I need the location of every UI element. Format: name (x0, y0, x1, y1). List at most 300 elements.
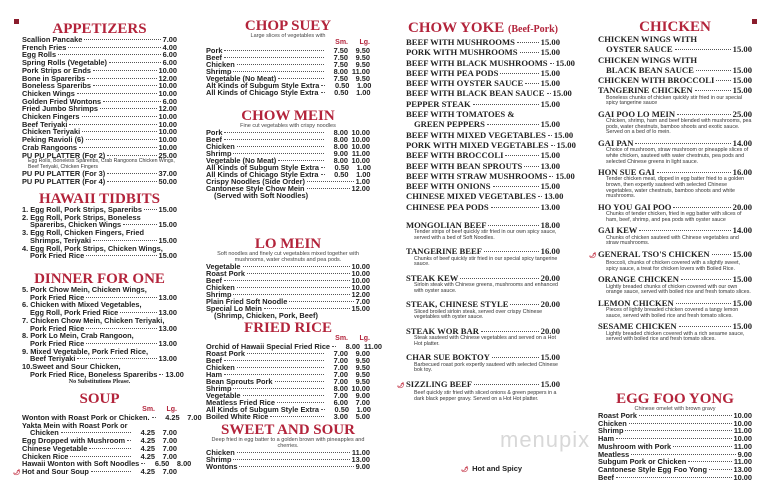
section-title-text: SWEET AND SOUR (221, 422, 355, 438)
item-name: 10.Sweet and Sour Chicken, (22, 362, 121, 372)
menu-item[interactable] (22, 178, 177, 186)
dot-leader (233, 153, 324, 154)
price: 4.00 (162, 42, 177, 52)
item-line (22, 369, 184, 379)
price-small: 7.50 (333, 74, 348, 83)
dot-leader (517, 42, 539, 43)
menu-item[interactable] (22, 422, 177, 437)
menu-item[interactable] (598, 85, 752, 106)
menu-item[interactable] (22, 348, 177, 363)
price-large: 9.50 (355, 74, 370, 83)
dot-leader (332, 346, 336, 347)
menu-column-1 (13, 0, 202, 497)
menu-item[interactable] (206, 463, 370, 470)
price: 12.00 (158, 73, 177, 83)
menu-section-hawaii-tidbits (22, 192, 177, 260)
menu-item[interactable] (406, 78, 560, 88)
price: 37.00 (158, 169, 177, 179)
item-name: Boneless Spareribs (22, 81, 92, 91)
menu-item[interactable] (598, 474, 752, 482)
dot-leader (525, 83, 538, 84)
item-name: CHICKEN WINGS WITH (598, 54, 698, 65)
dot-leader (159, 374, 163, 375)
menu-item[interactable] (598, 202, 752, 223)
dot-leader (676, 303, 731, 304)
chili-pepper-icon: 🌶 (397, 382, 405, 389)
price-large: 11.00 (351, 149, 370, 158)
section-title-text: DINNER FOR ONE (34, 271, 165, 287)
price-small: 8.00 (345, 342, 361, 351)
item-name: Beef (206, 276, 223, 285)
item-name: BEEF WITH BROCCOLI (406, 150, 504, 161)
price-small: 8.00 (333, 67, 348, 76)
dot-leader (89, 448, 131, 449)
menu-item[interactable] (406, 273, 560, 294)
menu-item[interactable] (406, 88, 572, 99)
item-name: Pork Fried Rice (30, 251, 85, 261)
price: 9.00 (737, 449, 752, 459)
menu-item[interactable] (406, 170, 575, 181)
price-small: 6.50 (154, 459, 170, 469)
item-name: Shrimp (206, 384, 232, 393)
menu-item[interactable] (406, 299, 560, 320)
dot-leader (87, 78, 156, 79)
section-title (206, 110, 370, 123)
dot-leader (107, 181, 156, 182)
price: 13.00 (158, 354, 177, 364)
item-description: Tender chicken meat, dipped in egg batter fried to a golden brown, then expertly sauteed with selected Chinese vegetables, water chestnuts, bamboo shoots and white mushrooms. (606, 176, 745, 200)
price: 15.00 (158, 220, 177, 230)
item-description: Chunks of beef quickly stir fried in our special spicy tangerine sauce. (414, 255, 558, 268)
menu-item[interactable] (406, 109, 560, 130)
price: 15.00 (351, 304, 370, 313)
price-large: 8.00 (176, 459, 192, 469)
item-name: Ham (598, 434, 615, 444)
price: 13.00 (158, 323, 177, 333)
price-large: 10.00 (351, 128, 370, 137)
item-description: Lightly breaded chicken covered with a rich sesame sauce, served with boiled rice and fresh tomato slices. (606, 330, 745, 343)
menu-item[interactable] (598, 427, 752, 435)
menu-item[interactable] (598, 138, 752, 165)
item-name: GAI POO LO MEIN (598, 108, 676, 119)
dot-leader (481, 331, 539, 332)
menu-item[interactable] (406, 161, 560, 171)
menu-section-appetizers (22, 22, 177, 186)
section-title (406, 21, 560, 37)
dot-leader (524, 166, 538, 167)
menu-item[interactable] (598, 298, 752, 319)
menu-item[interactable] (406, 57, 575, 68)
price: 13.00 (544, 191, 564, 202)
section-title (22, 192, 177, 206)
price: 10.00 (158, 112, 177, 122)
price: 10.00 (733, 411, 752, 420)
item-name: Subgum Pork or Chicken (598, 457, 687, 467)
item-name: Beef Teriyaki (30, 354, 76, 364)
menu-item[interactable] (22, 332, 177, 347)
price-large: 1.00 (356, 170, 371, 179)
menu-section-sweet-and-sour (206, 424, 370, 470)
price: 15.00 (540, 150, 560, 161)
dot-leader (538, 196, 542, 197)
section-subtitle: Large slices of vegetables with (250, 33, 326, 39)
item-name: Bone in Spareribs (22, 73, 86, 83)
item-name: SIZZLING BEEF (406, 378, 473, 389)
item-name: Crab Rangoons (22, 142, 78, 152)
dot-leader (681, 279, 731, 280)
item-name: HO YOU GAI POO (598, 201, 672, 212)
price: 15.00 (553, 129, 574, 140)
item-row (13, 466, 177, 478)
item-name: Chicken (206, 60, 235, 69)
dot-leader (695, 90, 731, 91)
corner-marker-left (14, 19, 19, 24)
dot-leader (321, 92, 325, 93)
dot-leader (548, 135, 552, 136)
price: 20.00 (540, 325, 560, 336)
item-name: GREEN PEPPERS (414, 119, 485, 130)
item-name: Chicken (30, 428, 59, 438)
dot-leader (93, 85, 156, 86)
menu-item[interactable] (406, 37, 560, 47)
menu-item[interactable] (406, 202, 560, 212)
price: 15.00 (540, 352, 560, 363)
item-row (598, 274, 752, 284)
item-note: Egg Rolls, Boneless Spareribs, Crab Rangoons Chicken Wings, Beef Teriyaki, Chicken Fingers (28, 158, 175, 170)
price: 50.00 (158, 177, 177, 187)
price: 6.00 (162, 50, 177, 60)
dot-leader (616, 438, 731, 439)
dot-leader (237, 287, 350, 288)
dot-leader (233, 388, 324, 389)
price-large: 10.00 (351, 135, 370, 144)
item-name: Beef (206, 135, 223, 144)
price-small: 7.50 (333, 46, 348, 55)
price: 15.00 (540, 378, 560, 389)
dot-leader (237, 452, 350, 453)
price-small: 6.00 (333, 398, 348, 407)
menu-item[interactable] (598, 34, 752, 55)
item-name: Ham (206, 370, 223, 379)
item-name: Pork Fried Rice (30, 323, 85, 333)
price-large: 9.50 (355, 60, 370, 69)
price-small: 8.00 (333, 128, 348, 137)
section-title (598, 20, 752, 34)
price: 18.00 (540, 220, 560, 230)
item-name: BEEF WITH PEA PODS (406, 67, 499, 78)
item-name: BEEF WITH BLACK MUSHROOMS (406, 57, 548, 68)
price: 10.00 (158, 127, 177, 137)
section-subtitle: Soft noodles and finely cut vegetables mixed together with mushrooms, water chestnuts and pea pods. (217, 251, 359, 263)
header-small: Sm. (142, 406, 155, 413)
item-name: PORK WITH MIXED VEGETABLES (406, 139, 549, 150)
menu-item[interactable] (22, 362, 184, 379)
item-name: Shrimp (598, 426, 624, 436)
item-line (598, 65, 752, 75)
price: 13.00 (165, 369, 184, 379)
item-name: Egg Rolls (22, 50, 57, 60)
price: 25.00 (732, 108, 752, 119)
dot-leader (550, 63, 554, 64)
item-description: Steak sauteed with Chinese vegetables and served on a Hot Hot platter. (414, 335, 556, 347)
price: 15.00 (540, 47, 560, 58)
price: 15.00 (540, 181, 560, 192)
dot-leader (505, 155, 538, 156)
item-name: Vegetable (No Meat) (206, 156, 277, 165)
price-small: 0.50 (334, 405, 349, 414)
dot-leader (107, 173, 156, 174)
section-title (206, 238, 370, 251)
price-small: 7.00 (333, 363, 348, 372)
section-title-text: HAWAII TIDBITS (38, 191, 161, 207)
item-name: Shrimp (206, 290, 232, 299)
item-name: Fried Jumbo Shrimps (22, 104, 98, 114)
item-name: Wontons (206, 462, 238, 471)
item-name: CHINESE PEA PODS (406, 201, 489, 212)
section-title (206, 20, 370, 33)
item-row (406, 150, 560, 160)
price: 10.00 (158, 135, 177, 145)
price-small: 7.00 (333, 377, 348, 386)
price: 15.00 (540, 98, 560, 109)
item-name: All Kinds of Chicago Style Extra (206, 170, 319, 179)
dot-leader (278, 160, 324, 161)
price: 15.00 (732, 75, 752, 86)
menu-item[interactable] (397, 378, 560, 402)
item-name: Bean Sprouts Pork (206, 377, 273, 386)
price: 7.00 (355, 297, 370, 306)
dot-leader (120, 312, 156, 313)
menu-section-fried-rice (206, 320, 383, 421)
price-large: 9.50 (355, 53, 370, 62)
price-small: 4.25 (140, 466, 155, 476)
price: 13.00 (158, 308, 177, 318)
dot-leader (289, 301, 353, 302)
header-small: Sm. (335, 39, 348, 46)
item-row (406, 139, 576, 150)
menu-item[interactable] (406, 129, 574, 140)
item-name: HON SUE GAI (598, 167, 655, 178)
dot-leader (224, 57, 324, 58)
item-name: Pork (206, 128, 223, 137)
price: 15.00 (540, 67, 560, 78)
section-title-text: APPETIZERS (52, 21, 147, 37)
item-name: CHICKEN WITH BROCCOLI (598, 75, 715, 86)
section-title (22, 272, 177, 286)
item-name: GAI PAN (598, 138, 634, 149)
item-name: French Fries (22, 42, 67, 52)
dot-leader (237, 146, 324, 147)
menu-item[interactable] (406, 191, 564, 202)
menu-item[interactable] (598, 167, 752, 200)
menu-item[interactable] (206, 89, 370, 96)
item-name: 9. Mixed Vegetable, Pork Fried Rice, (22, 346, 149, 356)
menu-item[interactable] (22, 286, 177, 301)
section-title-text: LO MEIN (254, 236, 322, 252)
item-name: Beef (206, 356, 223, 365)
price: 14.00 (732, 225, 752, 236)
price-large: 9.00 (355, 349, 370, 358)
dot-leader (679, 326, 731, 327)
section-title-text: CHOW YOKE (408, 20, 505, 36)
price: 15.00 (556, 139, 576, 150)
item-name: Roast Pork (206, 349, 246, 358)
price: 13.00 (351, 455, 370, 464)
menu-item[interactable] (598, 321, 752, 342)
dot-leader (86, 328, 156, 329)
dot-leader (673, 446, 732, 447)
menu-item[interactable] (406, 352, 560, 373)
price-small: 0.50 (334, 88, 349, 97)
menu-column-2 (206, 0, 383, 497)
menu-item[interactable] (406, 150, 560, 160)
price-large: 9.50 (355, 46, 370, 55)
item-name: Spareribs, Chicken Wings (30, 220, 122, 230)
price: 20.00 (540, 299, 560, 310)
section-title-text: SOUP (79, 391, 120, 407)
menu-item[interactable] (206, 305, 370, 319)
item-row (206, 270, 370, 277)
menu-item[interactable] (206, 413, 370, 420)
item-description: Sirloin steak with Chinese greens, mushrooms and enhanced with oyster sauce. (414, 282, 558, 294)
menu-section-chow-yoke (406, 20, 576, 212)
menu-item[interactable] (406, 326, 560, 347)
menu-item[interactable] (598, 75, 752, 85)
section-title-suffix: (Beef-Pork) (508, 24, 558, 35)
dot-leader (616, 477, 731, 478)
menu-item[interactable] (598, 109, 752, 136)
menu-item[interactable] (22, 214, 177, 229)
item-row (406, 47, 560, 57)
item-name: 2. Egg Roll, Pork Strips, Boneless (22, 212, 141, 222)
price: 11.00 (733, 426, 752, 436)
item-name: 1. Egg Roll, Pork Strips, Spareribs (22, 205, 142, 214)
item-row (206, 413, 370, 420)
item-name: All Kinds of Subgum Style Extra (206, 163, 319, 172)
dot-leader (61, 432, 131, 433)
watermark: menupix (500, 427, 591, 452)
price-small: 8.00 (333, 384, 348, 393)
dot-leader (86, 139, 157, 140)
menu-item[interactable] (598, 225, 752, 246)
price: 7.00 (162, 35, 177, 44)
dot-leader (657, 172, 731, 173)
menu-item[interactable] (13, 466, 177, 478)
price: 10.00 (158, 119, 177, 129)
item-row (598, 321, 752, 331)
menu-item[interactable] (589, 248, 752, 272)
menu-item[interactable] (406, 68, 560, 78)
menu-item[interactable] (598, 55, 752, 76)
item-name: Meatless Fried Rice (206, 398, 276, 407)
item-description: Choice of mushroom, straw mushroom or pineapple slices of white chicken, sauteed with water chestnuts, pea pods and selected Chinese greens in light sauce. (606, 147, 749, 165)
dot-leader (677, 114, 731, 115)
price-small: 7.00 (333, 391, 348, 400)
dot-leader (491, 207, 539, 208)
item-name: Chicken Fingers (22, 112, 80, 122)
menu-item[interactable] (598, 274, 752, 295)
price: 12.00 (351, 290, 370, 299)
menu-section-chicken (589, 19, 752, 345)
dot-leader (551, 145, 555, 146)
item-name: BEEF WITH BLACK BEAN SAUCE (406, 88, 545, 99)
menu-item[interactable] (406, 181, 560, 191)
dot-leader (639, 415, 731, 416)
item-name: BLACK BEAN SAUCE (606, 64, 694, 75)
section-footnote: No Substitutions Please. (68, 379, 131, 386)
menu-item[interactable] (406, 246, 560, 267)
dot-leader (696, 70, 731, 71)
dot-leader (243, 395, 324, 396)
dot-leader (58, 54, 161, 55)
menu-item[interactable] (406, 99, 560, 109)
item-name: PU PU PLATTER (For 2) (22, 150, 106, 160)
section-subtitle: Chinese omelet with brown gravy (634, 406, 716, 412)
menu-item[interactable] (22, 301, 177, 316)
item-name: Chicken (206, 283, 235, 292)
item-name: 4. Egg Roll, Pork Strips, Chicken Wings, (22, 243, 163, 253)
section-title-text: CHICKEN (639, 19, 711, 35)
price: 16.00 (540, 246, 560, 257)
menu-item[interactable] (206, 270, 370, 277)
item-name: BEEF WITH TOMATOES & (406, 109, 515, 120)
menu-item[interactable] (406, 139, 576, 150)
item-name: Spring Rolls (Vegetable) (22, 58, 108, 68)
item-name: Hawaii Wonton with Soft Noodles (22, 459, 140, 469)
item-description: Broccoli, chunks of chicken covered with a slightly sweet, spicy sauce, a treat for chicken lovers with Boiled Rice. (606, 260, 740, 272)
dot-leader (141, 463, 145, 464)
item-name: Shrimp (206, 67, 232, 76)
dot-leader (224, 139, 324, 140)
menu-item[interactable] (22, 245, 177, 260)
menu-item[interactable] (406, 47, 560, 57)
dot-leader (86, 255, 156, 256)
dot-leader (625, 430, 731, 431)
item-name: Scallion Pancake (22, 35, 83, 44)
item-name: STEAK KEW (406, 272, 459, 283)
section-title (206, 322, 370, 335)
item-row (406, 88, 572, 99)
price: 15.00 (158, 235, 177, 245)
item-name: Roast Pork (206, 269, 246, 278)
price-small: 9.00 (333, 149, 348, 158)
price-small: 7.50 (333, 53, 348, 62)
menu-item[interactable] (22, 152, 177, 171)
item-description: Sliced broiled sirloin steak, served over crispy Chinese vegetables with oyster sauce. (414, 308, 543, 321)
item-name: SESAME CHICKEN (598, 321, 677, 332)
menu-item[interactable] (22, 229, 177, 244)
menu-item[interactable] (598, 466, 752, 474)
dot-leader (79, 147, 156, 148)
price-large: 10.00 (351, 384, 370, 393)
price: 15.00 (540, 37, 560, 47)
price: 20.00 (732, 201, 752, 212)
price-small: 4.25 (165, 413, 180, 422)
menu-item[interactable] (406, 220, 560, 241)
item-row (206, 463, 370, 470)
dot-leader (321, 85, 325, 86)
dot-leader (493, 186, 539, 187)
menu-item[interactable] (206, 185, 370, 199)
item-name: CHAR SUE BOKTOY (406, 352, 490, 363)
item-name: Vegetable (No Meat) (206, 74, 277, 83)
corner-marker-right (752, 19, 757, 24)
dot-leader (549, 176, 553, 177)
price: 1.00 (355, 177, 370, 186)
price-large: 9.00 (355, 391, 370, 400)
price: 10.00 (158, 81, 177, 91)
menu-item[interactable] (22, 317, 177, 332)
